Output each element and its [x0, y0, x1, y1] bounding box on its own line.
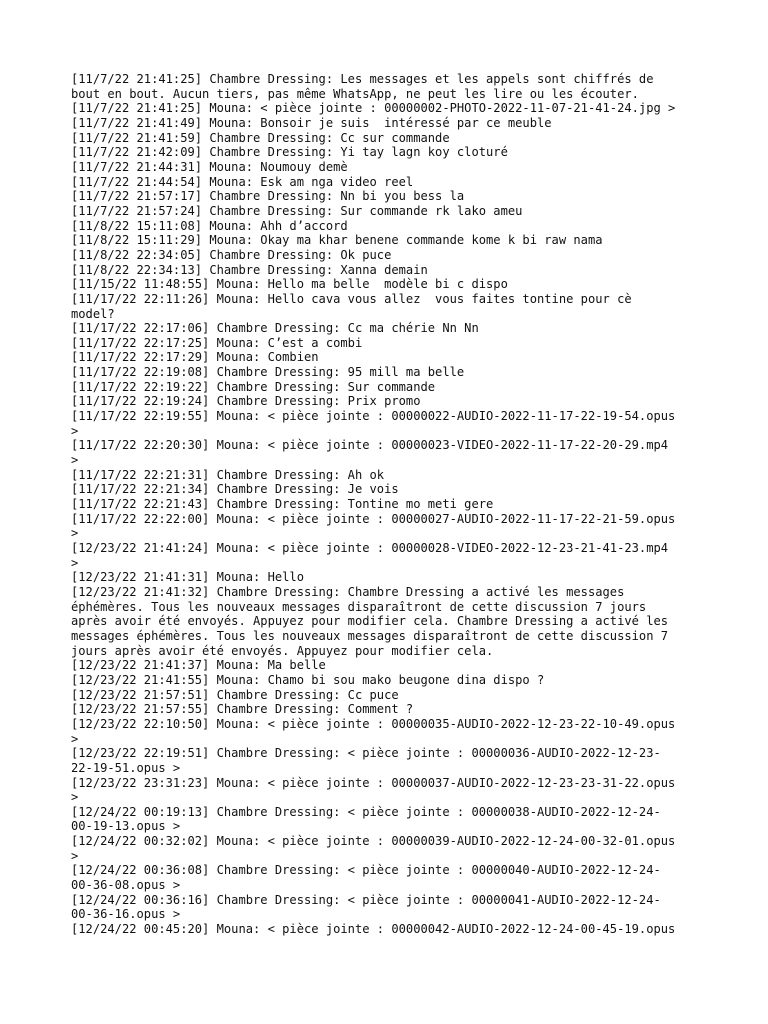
transcript-line: [11/17/22 22:20:30] Mouna: < pièce jointe : 00000023-VIDEO-2022-11-17-22-20-29.mp4 — [71, 438, 669, 453]
transcript-line: [11/7/22 21:57:17] Chambre Dressing: Nn bi you bess la — [71, 189, 465, 204]
transcript-line: model? — [71, 306, 115, 321]
transcript-line: [11/17/22 22:21:34] Chambre Dressing: Je vois — [71, 482, 399, 497]
transcript-line: [11/17/22 22:21:31] Chambre Dressing: Ah ok — [71, 467, 385, 482]
transcript-line: éphémères. Tous les nouveaux messages disparaîtront de cette discussion 7 jours — [71, 599, 647, 614]
transcript-line: [12/24/22 00:36:16] Chambre Dressing: < pièce jointe : 00000041-AUDIO-2022-12-24- — [71, 892, 661, 907]
transcript-line: [11/7/22 21:42:09] Chambre Dressing: Yi tay lagn koy cloturé — [71, 145, 508, 160]
transcript-line: [11/17/22 22:11:26] Mouna: Hello cava vous allez vous faites tontine pour cè — [71, 291, 632, 306]
transcript-line: [11/17/22 22:17:29] Mouna: Combien — [71, 350, 319, 365]
transcript-line: > — [71, 848, 79, 863]
transcript-line: messages éphémères. Tous les nouveaux messages disparaîtront de cette discussion 7 — [71, 628, 669, 643]
transcript-line: [12/24/22 00:45:20] Mouna: < pièce jointe : 00000042-AUDIO-2022-12-24-00-45-19.opus — [71, 922, 676, 937]
transcript-line: [11/17/22 22:19:55] Mouna: < pièce jointe : 00000022-AUDIO-2022-11-17-22-19-54.opus — [71, 409, 676, 424]
transcript-line: > — [71, 731, 79, 746]
transcript-line: [11/7/22 21:41:49] Mouna: Bonsoir je suis intéressé par ce meuble — [71, 115, 552, 130]
transcript-line: [11/17/22 22:22:00] Mouna: < pièce jointe : 00000027-AUDIO-2022-11-17-22-21-59.opus — [71, 511, 676, 526]
transcript-line: [11/7/22 21:41:25] Chambre Dressing: Les messages et les appels sont chiffrés de — [71, 72, 654, 86]
transcript-line: jours après avoir été envoyés. Appuyez pour modifier cela. — [71, 643, 494, 658]
transcript-line: [11/7/22 21:41:59] Chambre Dressing: Cc sur commande — [71, 130, 450, 145]
transcript-line: [12/24/22 00:32:02] Mouna: < pièce jointe : 00000039-AUDIO-2022-12-24-00-32-01.opus — [71, 834, 676, 849]
transcript-line: 00-19-13.opus > — [71, 819, 181, 834]
transcript-line: [12/23/22 21:57:55] Chambre Dressing: Comment ? — [71, 702, 414, 717]
transcript-line: [11/8/22 15:11:08] Mouna: Ahh d’accord — [71, 218, 348, 233]
transcript-line: [11/8/22 22:34:13] Chambre Dressing: Xanna demain — [71, 262, 428, 277]
transcript-line: > — [71, 453, 79, 468]
transcript-line: après avoir été envoyés. Appuyez pour modifier cela. Chambre Dressing a activé les — [71, 614, 669, 629]
chat-transcript — [71, 72, 701, 937]
transcript-line: [12/24/22 00:36:08] Chambre Dressing: < pièce jointe : 00000040-AUDIO-2022-12-24- — [71, 863, 661, 878]
transcript-line: [11/17/22 22:19:22] Chambre Dressing: Sur commande — [71, 379, 436, 394]
transcript-line: > — [71, 526, 79, 541]
transcript-line: > — [71, 423, 79, 438]
transcript-line: 00-36-16.opus > — [71, 907, 181, 922]
transcript-line: [12/23/22 21:41:24] Mouna: < pièce jointe : 00000028-VIDEO-2022-12-23-21-41-23.mp4 — [71, 541, 669, 555]
transcript-line: [11/17/22 22:19:24] Chambre Dressing: Prix promo — [71, 394, 421, 409]
transcript-line: [12/24/22 00:19:13] Chambre Dressing: < pièce jointe : 00000038-AUDIO-2022-12-24- — [71, 804, 661, 819]
transcript-line: > — [71, 790, 79, 805]
transcript-line: [12/23/22 21:41:32] Chambre Dressing: Chambre Dressing a activé les messages — [71, 584, 625, 599]
transcript-line: 00-36-08.opus > — [71, 878, 181, 893]
transcript-line: [11/7/22 21:57:24] Chambre Dressing: Sur commande rk lako ameu — [71, 203, 523, 218]
transcript-line: [11/8/22 15:11:29] Mouna: Okay ma khar benene commande kome k bi raw nama — [71, 233, 603, 248]
transcript-line: 22-19-51.opus > — [71, 760, 181, 775]
transcript-line: [11/17/22 22:21:43] Chambre Dressing: Tontine mo meti gere — [71, 497, 494, 512]
transcript-line: [11/17/22 22:17:25] Mouna: C’est a combi — [71, 335, 363, 350]
transcript-line: [12/23/22 21:41:37] Mouna: Ma belle — [71, 658, 326, 673]
transcript-line: [12/23/22 21:41:55] Mouna: Chamo bi sou mako beugone dina dispo ? — [71, 672, 545, 687]
transcript-line: [12/23/22 23:31:23] Mouna: < pièce jointe : 00000037-AUDIO-2022-12-23-23-31-22.opus — [71, 775, 676, 790]
transcript-line: [12/23/22 22:19:51] Chambre Dressing: < pièce jointe : 00000036-AUDIO-2022-12-23- — [71, 746, 661, 761]
transcript-line: [11/7/22 21:44:54] Mouna: Esk am nga video reel — [71, 174, 414, 189]
transcript-line: [11/7/22 21:44:31] Mouna: Noumouy demè — [71, 159, 348, 174]
transcript-line: [11/17/22 22:17:06] Chambre Dressing: Cc ma chérie Nn Nn — [71, 321, 479, 336]
transcript-line: [11/17/22 22:19:08] Chambre Dressing: 95 mill ma belle — [71, 365, 465, 380]
transcript-line: [12/23/22 21:57:51] Chambre Dressing: Cc puce — [71, 687, 399, 702]
transcript-line: bout en bout. Aucun tiers, pas même WhatsApp, ne peut les lire ou les écouter. — [71, 86, 639, 101]
transcript-line: [11/7/22 21:41:25] Mouna: < pièce jointe : 00000002-PHOTO-2022-11-07-21-41-24.jpg > — [71, 101, 676, 116]
transcript-line: > — [71, 555, 79, 570]
transcript-line: [11/8/22 22:34:05] Chambre Dressing: Ok puce — [71, 247, 392, 262]
transcript-line: [12/23/22 21:41:31] Mouna: Hello — [71, 570, 304, 585]
transcript-line: [11/15/22 11:48:55] Mouna: Hello ma belle modèle bi c dispo — [71, 277, 508, 292]
transcript-line: [12/23/22 22:10:50] Mouna: < pièce jointe : 00000035-AUDIO-2022-12-23-22-10-49.opus — [71, 716, 676, 731]
